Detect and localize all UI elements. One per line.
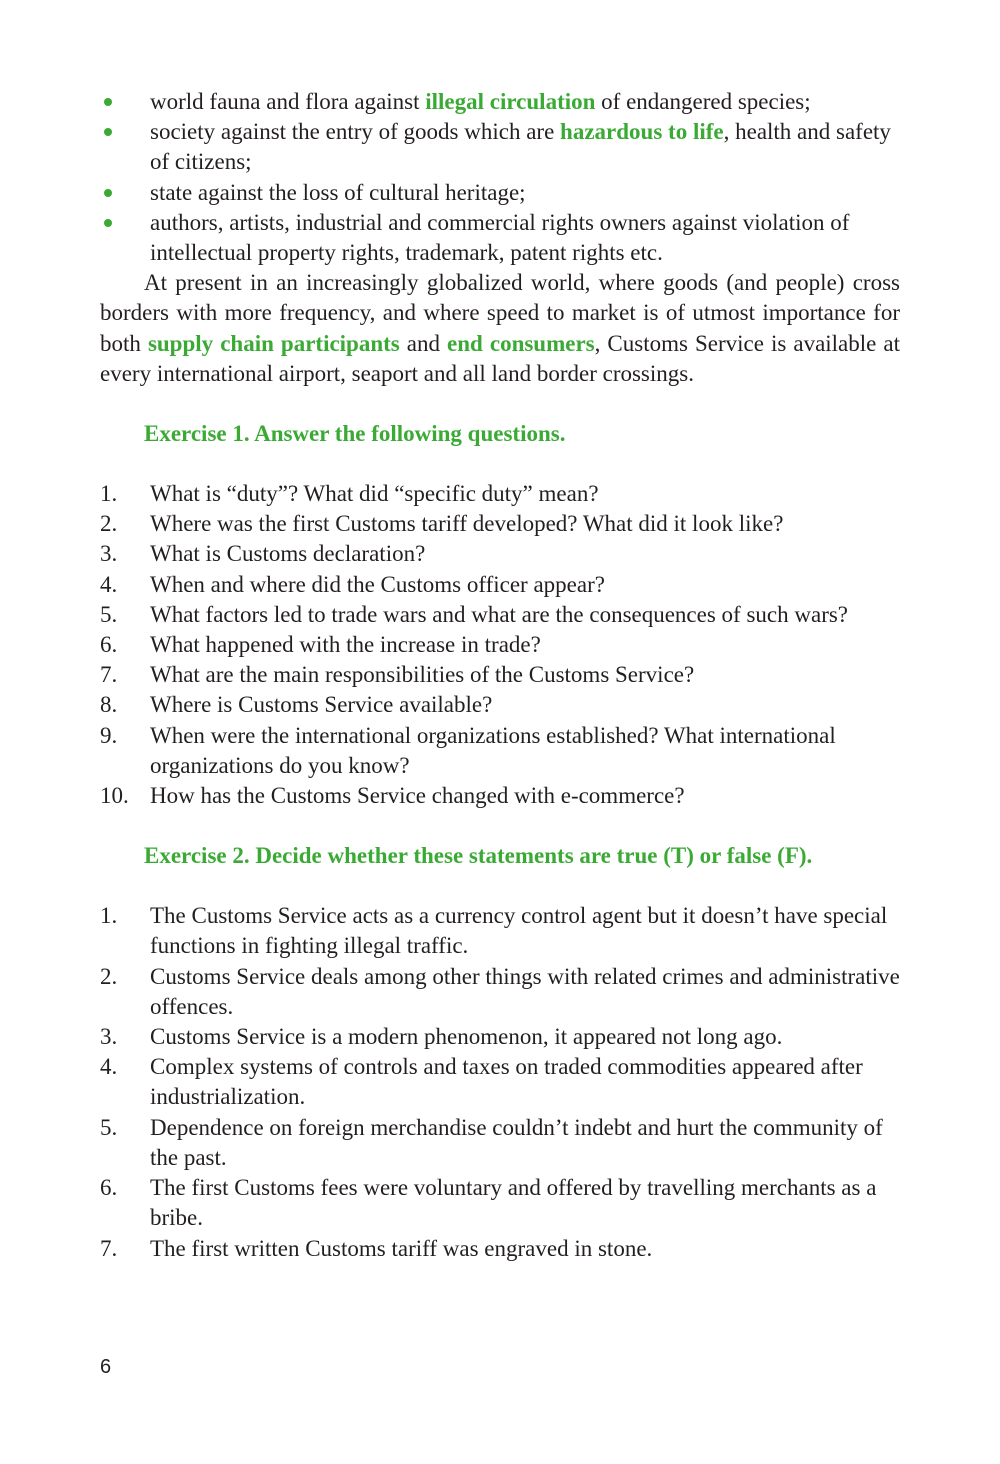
item-text: What is Customs declaration?: [150, 541, 426, 567]
question-item: [100, 660, 900, 690]
item-number: 3.: [100, 1024, 118, 1050]
item-number: 3.: [100, 541, 118, 567]
bullet-item: state against the loss of cultural heritage;: [100, 178, 900, 208]
page-content: [100, 87, 900, 1264]
bullet-dot-icon: [104, 128, 112, 136]
highlight-term: hazardous to life: [560, 119, 724, 145]
item-number: 7.: [100, 662, 118, 688]
highlight-term: supply chain participants: [147, 330, 400, 356]
question-item: [100, 600, 900, 630]
item-number: 5.: [100, 601, 118, 627]
exercise-2-statement-list: [100, 901, 900, 1263]
exercise-2-title: Exercise 2. Decide whether these statements are true (T) or false (F).: [144, 843, 813, 869]
item-text: Where was the first Customs tariff developed? What did it look like?: [150, 511, 784, 537]
question-item: [100, 721, 900, 781]
highlight-term: end consumers: [447, 330, 595, 356]
item-text: Where is Customs Service available?: [150, 692, 493, 718]
item-number: 4.: [100, 1054, 118, 1080]
exercise-1-question-list: [100, 479, 900, 811]
item-text: When were the international organizations established? What international organizations do you know?: [150, 722, 836, 778]
statement-item: [100, 1113, 900, 1173]
statement-item: [100, 1022, 900, 1052]
item-number: 2.: [100, 963, 118, 989]
item-number: 8.: [100, 692, 118, 718]
question-item: [100, 479, 900, 509]
item-number: 4.: [100, 571, 118, 597]
item-number: 5.: [100, 1114, 118, 1140]
item-number: 2.: [100, 511, 118, 537]
question-item: [100, 781, 900, 811]
item-text: Customs Service is a modern phenomenon, it appeared not long ago.: [150, 1024, 783, 1050]
item-text: The Customs Service acts as a currency control agent but it doesn’t have special functions in fighting illegal traffic.: [150, 903, 888, 959]
highlight-term: illegal circulation: [425, 89, 596, 114]
question-item: [100, 509, 900, 539]
item-number: 6.: [100, 632, 118, 658]
item-text: What happened with the increase in trade?: [150, 632, 541, 658]
statement-item: [100, 1173, 900, 1233]
bullet-dot-icon: [104, 98, 112, 106]
bullet-item: authors, artists, industrial and commercial rights owners against violation of intellectual property rights, trademark, patent rights etc.: [100, 208, 900, 268]
item-text: Customs Service deals among other things with related crimes and administrative offences.: [150, 963, 900, 1019]
bullet-item: world fauna and flora against illegal circulation of endangered species;: [100, 87, 900, 117]
item-text: Dependence on foreign merchandise couldn’t indebt and hurt the community of the past.: [150, 1114, 883, 1170]
item-text: The first written Customs tariff was engraved in stone.: [150, 1235, 653, 1261]
bullet-list: [100, 87, 900, 268]
bullet-dot-icon: [104, 219, 112, 227]
item-number: 7.: [100, 1235, 118, 1261]
page-number: 6: [100, 1356, 112, 1378]
item-text: What factors led to trade wars and what are the consequences of such wars?: [150, 601, 849, 627]
exercise-1-title: Exercise 1. Answer the following questions.: [144, 421, 566, 447]
statement-item: [100, 1052, 900, 1112]
bullet-item: society against the entry of goods which are hazardous to life, health and safety of citizens;: [100, 117, 900, 177]
item-text: Complex systems of controls and taxes on traded commodities appeared after industrialization.: [150, 1054, 863, 1110]
item-text: How has the Customs Service changed with e-commerce?: [150, 783, 685, 809]
item-number: 6.: [100, 1175, 118, 1201]
body-paragraph: At present in an increasingly globalized world, where goods (and people) cross borders with more frequency, and where speed to market is of utmost importance for both supply chain participants and end consumers, Customs Service is available at every international airport, seaport and all land border crossings.: [100, 270, 901, 386]
item-number: 1.: [100, 481, 118, 507]
question-item: [100, 570, 900, 600]
question-item: [100, 539, 900, 569]
bullet-dot-icon: [104, 189, 112, 197]
item-number: 10.: [100, 783, 129, 809]
statement-item: [100, 901, 900, 961]
question-item: [100, 690, 900, 720]
item-text: The first Customs fees were voluntary and offered by travelling merchants as a bribe.: [150, 1175, 877, 1231]
item-number: 9.: [100, 722, 118, 748]
item-number: 1.: [100, 903, 118, 929]
item-text: When and where did the Customs officer appear?: [150, 571, 605, 597]
statement-item: [100, 962, 900, 1022]
question-item: [100, 630, 900, 660]
item-text: What are the main responsibilities of the Customs Service?: [150, 662, 695, 688]
item-text: What is “duty”? What did “specific duty” mean?: [150, 481, 599, 507]
statement-item: [100, 1234, 900, 1264]
